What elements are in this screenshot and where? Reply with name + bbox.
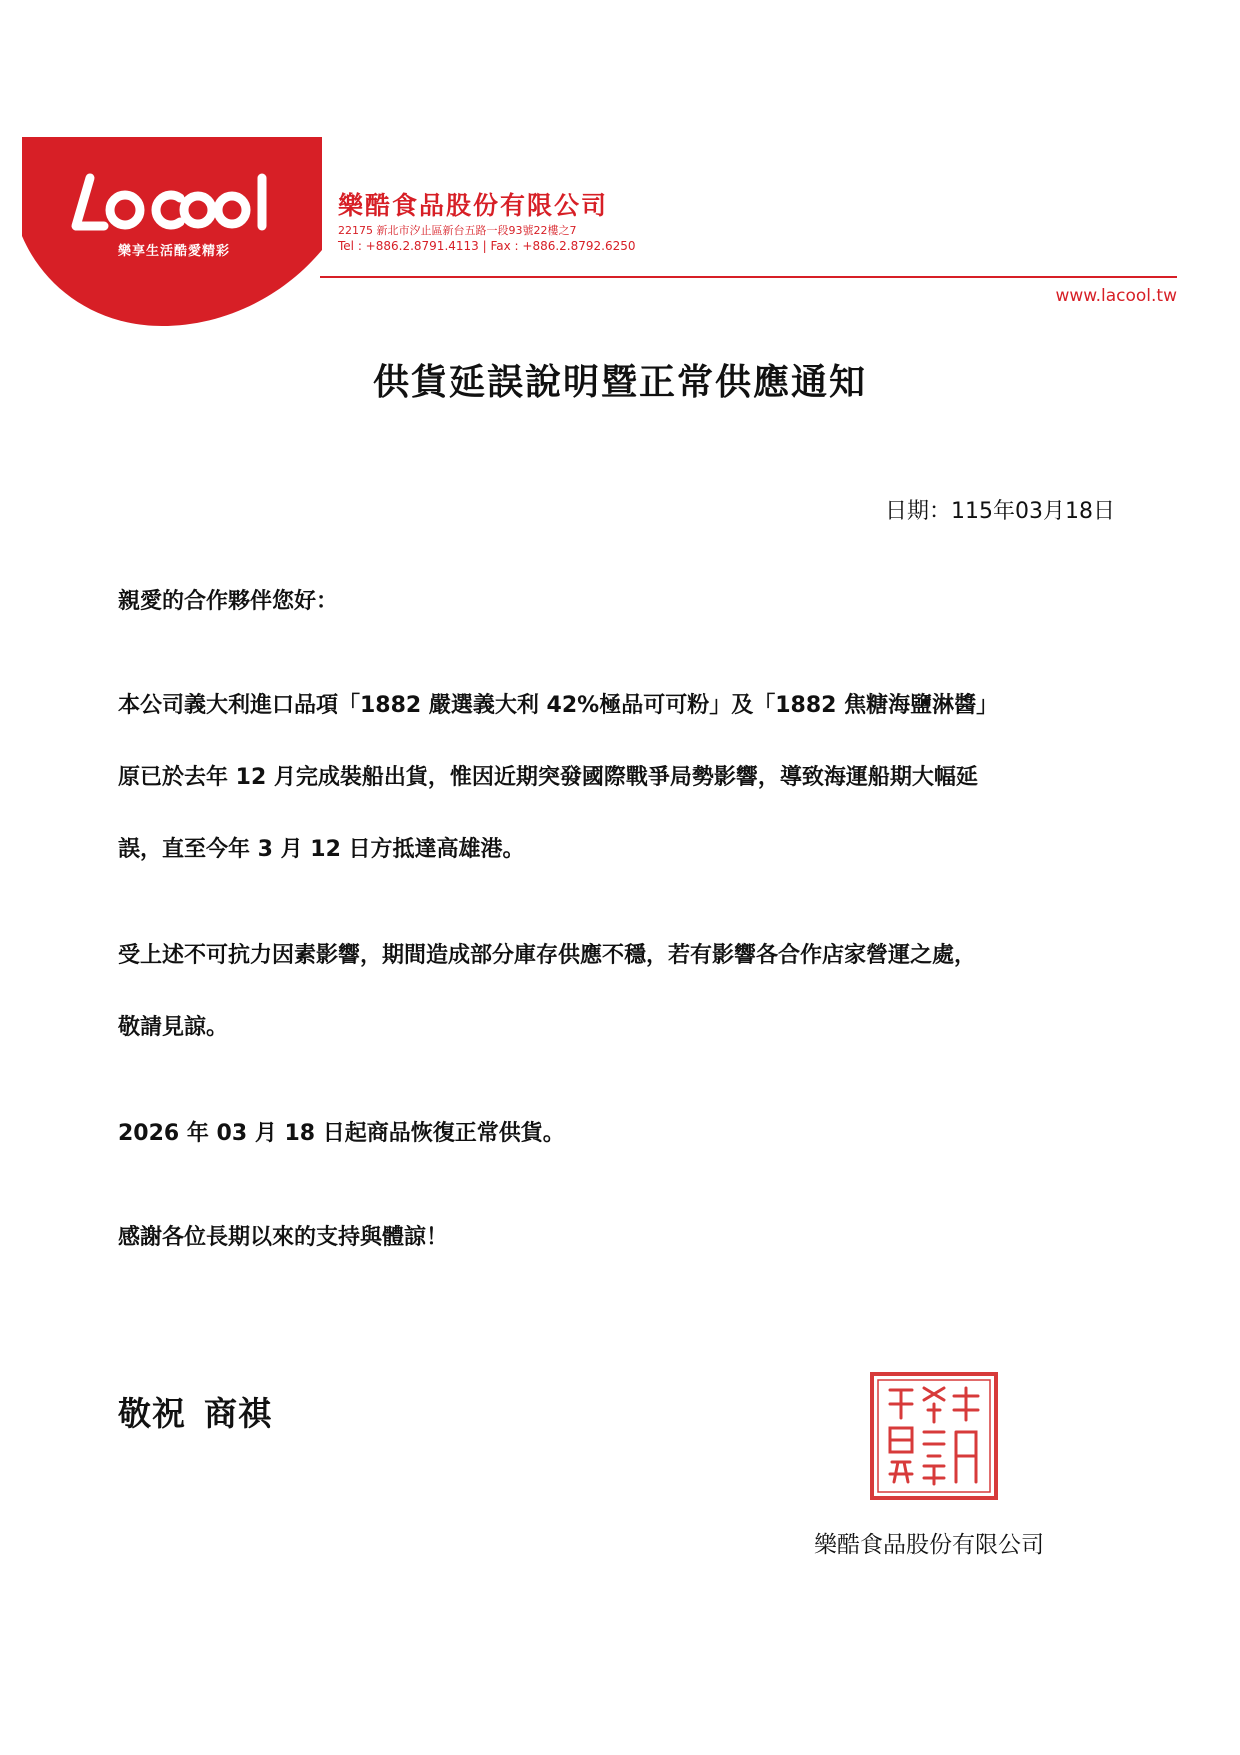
seal-stroke: [954, 1388, 978, 1420]
logo-letter-o1: [184, 196, 212, 224]
logo-letter-o2: [218, 196, 246, 224]
document-date: 日期：115年03月18日: [885, 499, 1115, 524]
greeting: 親愛的合作夥伴您好：: [118, 589, 339, 614]
closing-part-1: 敬祝: [118, 1394, 186, 1433]
header-banner: [0, 0, 1240, 340]
seal-stroke: [924, 1432, 944, 1456]
seal-stroke: [956, 1432, 976, 1482]
website-link[interactable]: www.lacool.tw: [1055, 286, 1177, 306]
logo-tagline: 樂享生活酷愛精彩: [118, 244, 231, 259]
logo-letter-c: [156, 195, 180, 225]
lacool-logo: [70, 172, 280, 242]
seal-stroke: [924, 1466, 944, 1484]
company-name: 樂酷食品股份有限公司: [338, 191, 609, 220]
paragraph-3: 2026 年 03 月 18 日起商品恢復正常供貨。: [118, 1121, 565, 1146]
signature-company-name: 樂酷食品股份有限公司: [814, 1532, 1044, 1558]
paragraph-1-line-1: 本公司義大利進口品項「1882 嚴選義大利 42%極品可可粉」及「1882 焦糖海鹽淋醬」: [118, 693, 999, 718]
logo-letter-l: [76, 178, 104, 226]
seal-stroke: [890, 1428, 912, 1452]
logo-letter-a: [110, 195, 140, 225]
seal-stroke: [924, 1388, 944, 1422]
paragraph-2-line-2: 敬請見諒。: [118, 1015, 229, 1040]
company-address: 22175 新北市汐止區新台五路一段93號22樓之7: [338, 224, 577, 237]
paragraph-2-line-1: 受上述不可抗力因素影響，期間造成部分庫存供應不穩，若有影響各合作店家營運之處，: [118, 943, 977, 968]
company-seal: [868, 1370, 1000, 1502]
closing-part-2: 商祺: [204, 1394, 272, 1433]
seal-stroke: [890, 1390, 912, 1418]
company-contact: Tel : +886.2.8791.4113 | Fax : +886.2.8792.6250: [338, 239, 636, 253]
paragraph-1-line-3: 誤，直至今年 3 月 12 日方抵達高雄港。: [118, 837, 525, 862]
seal-stroke: [890, 1462, 912, 1482]
paragraph-1-line-2: 原已於去年 12 月完成裝船出貨，惟因近期突發國際戰爭局勢影響，導致海運船期大幅延: [118, 765, 978, 790]
closing-salutation: [118, 1388, 272, 1435]
document-title: 供貨延誤說明暨正常供應通知: [372, 362, 867, 403]
header-divider: [320, 276, 1177, 278]
paragraph-4: 感謝各位長期以來的支持與體諒！: [118, 1225, 449, 1250]
